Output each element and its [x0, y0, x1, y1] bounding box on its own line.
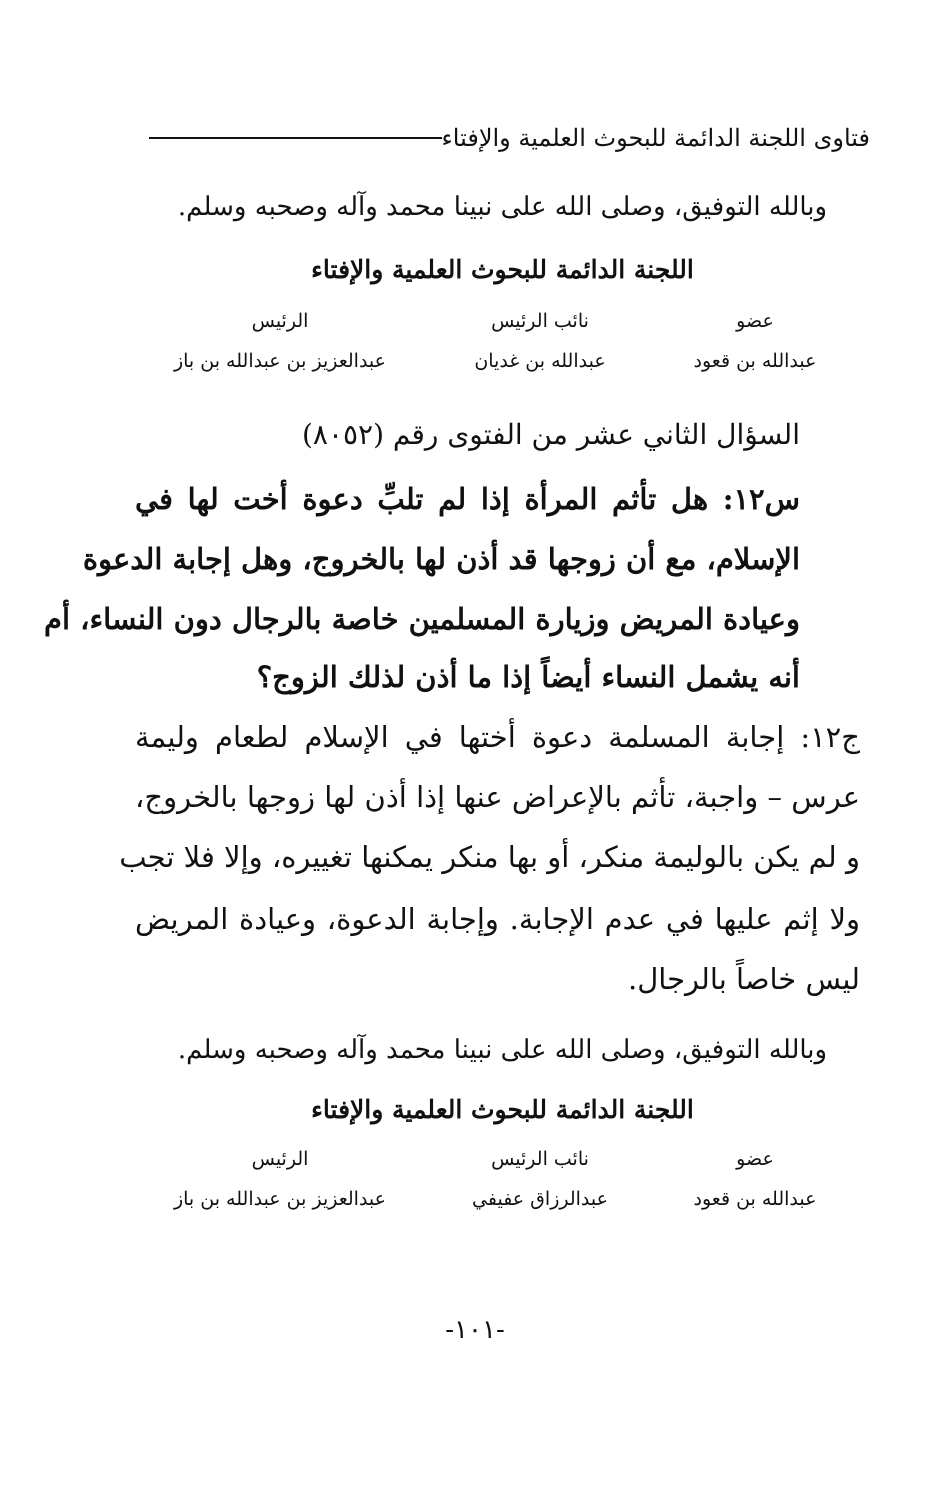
signature-role-member: عضو [736, 310, 774, 332]
answer-line: ولا إثم عليها في عدم الإجابة. وإجابة الدعوة، وعيادة المريض [135, 902, 860, 936]
answer-line: ليس خاصاً بالرجال. [627, 962, 860, 996]
committee-name: اللجنة الدائمة للبحوث العلمية والإفتاء [311, 255, 694, 284]
signature-role-vice-president: نائب الرئيس [491, 310, 589, 332]
answer-line: ج١٢: إجابة المسلمة دعوة أختها في الإسلام لطعام وليمة [135, 720, 860, 754]
closing-phrase: وبالله التوفيق، وصلى الله على نبينا محمد وآله وصحبه وسلم. [177, 1035, 828, 1065]
signature-role-president: الرئيس [251, 310, 309, 332]
page-number: -١٠١- [445, 1315, 505, 1345]
signature-name-vice-president: عبدالله بن غديان [474, 350, 606, 372]
signature-name-president: عبدالعزيز بن عبدالله بن باز [173, 1188, 387, 1210]
closing-phrase: وبالله التوفيق، وصلى الله على نبينا محمد وآله وصحبه وسلم. [177, 192, 828, 222]
signature-name-member: عبدالله بن قعود [693, 350, 817, 372]
signature-role-member: عضو [736, 1148, 774, 1170]
header-title: فتاوى اللجنة الدائمة للبحوث العلمية والإفتاء [441, 124, 870, 152]
question-heading: السؤال الثاني عشر من الفتوى رقم (٨٠٥٢) [301, 418, 800, 451]
question-line: أنه يشمل النساء أيضاً إذا ما أذن لذلك الزوج؟ [256, 660, 800, 694]
signature-name-president: عبدالعزيز بن عبدالله بن باز [173, 350, 387, 372]
signature-role-vice-president: نائب الرئيس [491, 1148, 589, 1170]
signature-name-member: عبدالله بن قعود [693, 1188, 817, 1210]
question-line: الإسلام، مع أن زوجها قد أذن لها بالخروج، وهل إجابة الدعوة [82, 542, 800, 576]
signature-role-president: الرئيس [251, 1148, 309, 1170]
answer-line: عرس – واجبة، تأثم بالإعراض عنها إذا أذن لها زوجها بالخروج، [135, 780, 860, 814]
header-rule [149, 137, 442, 139]
running-header [135, 118, 870, 158]
question-line: وعيادة المريض وزيارة المسلمين خاصة بالرجال دون النساء، أم [44, 602, 800, 636]
committee-name: اللجنة الدائمة للبحوث العلمية والإفتاء [311, 1095, 694, 1124]
question-line: س١٢: هل تأثم المرأة إذا لم تلبِّ دعوة أخت لها في [135, 482, 800, 516]
answer-line: و لم يكن بالوليمة منكر، أو بها منكر يمكنها تغييره، وإلا فلا تجب [119, 840, 860, 874]
signature-name-vice-president: عبدالرزاق عفيفي [472, 1188, 608, 1210]
